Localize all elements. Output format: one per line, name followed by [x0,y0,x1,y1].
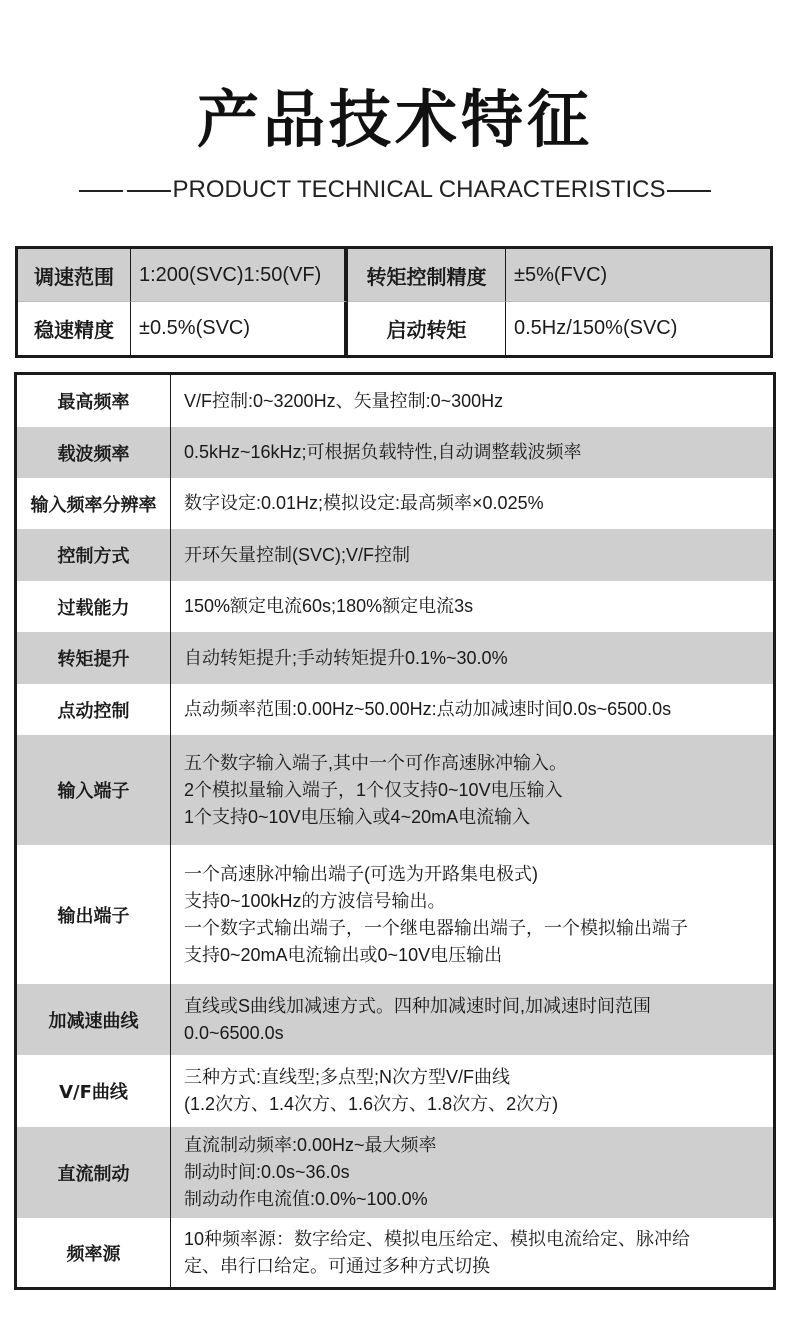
spec-value-line: 三种方式:直线型;多点型;N次方型V/F曲线 [184,1067,511,1087]
summary-label: 调速范围 [18,249,131,302]
spec-label: 直流制动 [17,1127,171,1218]
page-title: 产品技术特征 [196,83,593,156]
spec-value-line: 定、串行口给定。可通过多种方式切换 [184,1255,490,1276]
spec-value-line: 点动频率范围:0.00Hz~50.00Hz:点动加减速时间0.0s~6500.0s [184,699,672,719]
spec-value [171,735,773,845]
spec-value [171,529,773,581]
spec-label: 输出端子 [17,845,171,984]
spec-value [171,1055,773,1127]
spec-value-line: 直流制动频率:0.00Hz~最大频率 [184,1135,437,1155]
spec-value-line: 2个模拟量输入端子，1个仅支持0~10V电压输入 [184,779,563,800]
spec-value-line: 1个支持0~10V电压输入或4~20mA电流输入 [184,806,531,827]
spec-row [17,632,773,684]
spec-value [171,1218,773,1287]
summary-label: 启动转矩 [348,302,506,355]
spec-label: 输入端子 [17,735,171,845]
spec-table [14,372,776,1290]
spec-row [17,1218,773,1287]
summary-label: 转矩控制精度 [348,249,506,302]
spec-value-line: V/F控制:0~3200Hz、矢量控制:0~300Hz [184,390,504,411]
spec-value-line: 制动动作电流值:0.0%~100.0% [184,1189,428,1209]
summary-table [15,246,773,358]
spec-value [171,845,773,984]
spec-label: 控制方式 [17,529,171,581]
spec-value-line: 10种频率源：数字给定、模拟电压给定、模拟电流给定、脉冲给 [184,1228,691,1249]
spec-label: 最高频率 [17,375,171,427]
spec-value [171,427,773,478]
summary-value: ±0.5%(SVC) [131,302,348,355]
spec-label: 输入频率分辨率 [17,478,171,529]
subtitle-left-rule [79,190,123,192]
spec-row [17,845,773,984]
spec-value-line: 一个数字式输出端子，一个继电器输出端子，一个模拟输出端子 [184,917,688,938]
spec-label: 过载能力 [17,581,171,632]
spec-row [17,529,773,581]
page-subtitle [0,172,790,208]
spec-value-line: 五个数字输入端子,其中一个可作高速脉冲输入。 [184,752,567,773]
spec-row [17,735,773,845]
spec-value-line: 150%额定电流60s;180%额定电流3s [184,596,474,616]
spec-value-line: (1.2次方、1.4次方、1.6次方、1.8次方、2次方) [184,1094,559,1114]
spec-label: V/F曲线 [17,1055,171,1127]
spec-value-line: 自动转矩提升;手动转矩提升0.1%~30.0% [184,647,508,668]
spec-row [17,684,773,735]
spec-value-line: 支持0~100kHz的方波信号输出。 [184,890,446,911]
spec-value [171,1127,773,1218]
spec-row [17,1055,773,1127]
spec-label: 点动控制 [17,684,171,735]
spec-value [171,478,773,529]
spec-label: 加减速曲线 [17,984,171,1055]
spec-row [17,427,773,478]
summary-value: ±5%(FVC) [506,249,770,302]
summary-label: 稳速精度 [18,302,131,355]
spec-row [17,581,773,632]
subtitle-left-rule-2 [127,190,171,192]
spec-label: 频率源 [17,1218,171,1287]
spec-label: 载波频率 [17,427,171,478]
spec-row [17,478,773,529]
spec-value-line: 数字设定:0.01Hz;模拟设定:最高频率×0.025% [184,493,544,513]
spec-value-line: 制动时间:0.0s~36.0s [184,1162,350,1182]
spec-value-line: 直线或S曲线加减速方式。四种加减速时间,加减速时间范围 [184,995,652,1016]
spec-value [171,632,773,684]
spec-value [171,375,773,427]
spec-value [171,684,773,735]
spec-value [171,581,773,632]
spec-label: 转矩提升 [17,632,171,684]
spec-value-line: 0.0~6500.0s [184,1022,284,1043]
summary-value: 1:200(SVC)1:50(VF) [131,249,348,302]
subtitle-text: PRODUCT TECHNICAL CHARACTERISTICS [172,176,666,203]
spec-row [17,984,773,1055]
subtitle-right-rule [667,190,711,192]
summary-value: 0.5Hz/150%(SVC) [506,302,770,355]
spec-value-line: 支持0~20mA电流输出或0~10V电压输出 [184,944,503,965]
spec-value-line: 开环矢量控制(SVC);V/F控制 [184,544,411,565]
spec-value-line: 0.5kHz~16kHz;可根据负载特性,自动调整载波频率 [184,442,582,462]
spec-row [17,375,773,427]
spec-row [17,1127,773,1218]
spec-value [171,984,773,1055]
spec-value-line: 一个高速脉冲输出端子(可选为开路集电极式) [184,863,538,884]
